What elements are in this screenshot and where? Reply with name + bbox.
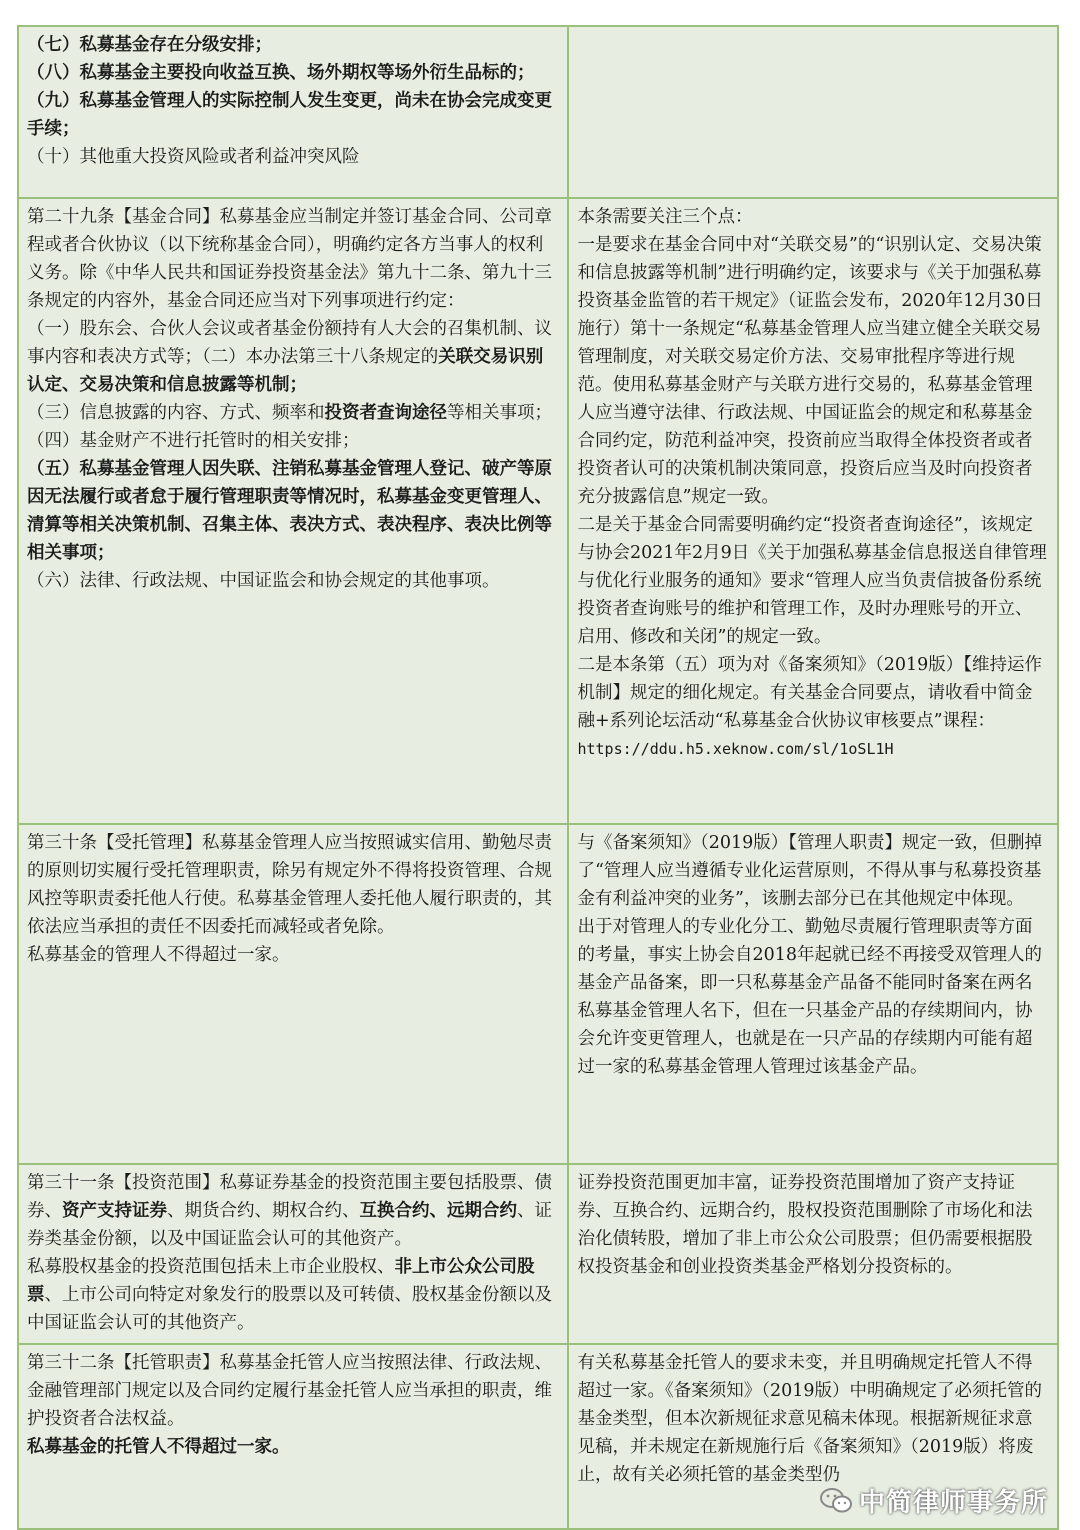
table-row bbox=[18, 198, 1058, 824]
paragraph bbox=[577, 231, 1049, 511]
paragraph bbox=[27, 1349, 559, 1433]
paragraph bbox=[27, 455, 559, 567]
text-segment: 一是要求在基金合同中对“关联交易”的“识别认定、交易决策和信息披露等机制”进行明确约定，该要求与《关于加强私募投资基金监管的若干规定》（证监会发布，2020年12月30日施行）第十一条规定“私募基金管理人应当建立健全关联交易管理制度，对关联交易定价方法、交易审批程序等进行规范。使用私募基金财产与关联方进行交易的，私募基金管理人应当遵守法律、行政法规、中国证监会的规定和私募基金合同约定，防范利益冲突，投资前应当取得全体投资者或者投资者认可的决策机制决策同意，投资后应当及时向投资者充分披露信息”规定一致。 bbox=[577, 235, 1043, 507]
paragraph bbox=[27, 829, 559, 941]
text-segment: 私募股权基金的投资范围包括未上市企业股权、 bbox=[27, 1257, 395, 1277]
watermark bbox=[819, 1482, 1048, 1519]
paragraph bbox=[27, 315, 559, 399]
right-cell bbox=[568, 26, 1058, 198]
paragraph bbox=[27, 59, 559, 87]
table-row bbox=[18, 26, 1058, 198]
paragraph bbox=[27, 1253, 559, 1337]
text-segment: 互换合约、远期合约 bbox=[359, 1201, 517, 1221]
text-segment: （七）私募基金存在分级安排； bbox=[27, 35, 272, 55]
paragraph bbox=[577, 651, 1049, 763]
wechat-icon bbox=[819, 1487, 853, 1515]
text-segment: 出于对管理人的专业化分工、勤勉尽责履行管理职责等方面的考量，事实上协会自2018年起就已经不再接受双管理人的基金产品备案，即一只私募基金产品备不能同时备案在两名私募基金管理人名下，但在一只基金产品的存续期间内，协会允许变更管理人，也就是在一只产品的存续期内可能有超过一家的私募基金管理人管理过该基金产品。 bbox=[577, 917, 1043, 1077]
text-segment: 、证券类基金份额，以及中国证监会认可的其他资产。 bbox=[27, 1201, 552, 1249]
text-segment: 与《备案须知》（2019版）【管理人职责】规定一致，但删掉了“管理人应当遵循专业化运营原则，不得从事与私募投资基金有利益冲突的业务”，该删去部分已在其他规定中体现。 bbox=[577, 833, 1043, 909]
paragraph bbox=[27, 567, 559, 595]
text-segment: 有关私募基金托管人的要求未变，并且明确规定托管人不得超过一家。《备案须知》（2019版）中明确规定了必须托管的基金类型，但本次新规征求意见稿未体现。根据新规征求意见稿，并未规定在新规施行后《备案须知》（2019版）将废止，故有关必须托管的基金类型仍 bbox=[577, 1353, 1043, 1485]
left-cell bbox=[18, 26, 568, 198]
text-segment: （三）信息披露的内容、方式、频率和 bbox=[27, 403, 325, 423]
text-segment: 投资者查询途径 bbox=[324, 403, 447, 423]
text-segment: 二是关于基金合同需要明确约定“投资者查询途径”，该规定与协会2021年2月9日《关于加强私募基金信息报送自律管理与优化行业服务的通知》要求“管理人应当负责信披备份系统投资者查询账号的维护和管理工作，及时办理账号的开立、启用、修改和关闭”的规定一致。 bbox=[577, 515, 1047, 647]
text-segment: （九）私募基金管理人的实际控制人发生变更，尚未在协会完成变更手续； bbox=[27, 91, 552, 139]
paragraph bbox=[27, 941, 559, 969]
text-segment: 关联交易识别认定、交易决策和信息披露等机制； bbox=[27, 347, 544, 395]
table-row bbox=[18, 824, 1058, 1164]
text-segment: 私募基金的托管人不得超过一家。 bbox=[27, 1437, 290, 1457]
text-segment: 二是本条第（五）项为对《备案须知》（2019版）【维持运作机制】规定的细化规定。有关基金合同要点，请收看中简金融+系列论坛活动“私募基金合伙协议审核要点”课程： bbox=[577, 655, 1043, 731]
paragraph bbox=[27, 1169, 559, 1253]
text-segment: 第三十一条【投资范围】私募证券基金的投资范围主要包括股票、债券、 bbox=[27, 1173, 552, 1221]
paragraph bbox=[27, 1433, 559, 1461]
left-cell bbox=[18, 1164, 568, 1344]
text-segment: （十）其他重大投资风险或者利益冲突风险 bbox=[27, 147, 360, 167]
text-segment: 、期货合约、期权合约、 bbox=[167, 1201, 360, 1221]
right-cell bbox=[568, 824, 1058, 1164]
document-page bbox=[17, 25, 1059, 1530]
text-segment: （一）股东会、合伙人会议或者基金份额持有人大会的召集机制、议事内容和表决方式等；（二）本办法第三十八条规定的 bbox=[27, 319, 552, 367]
paragraph bbox=[27, 87, 559, 143]
paragraph bbox=[27, 427, 559, 455]
paragraph bbox=[577, 1349, 1049, 1489]
text-segment: 证券投资范围更加丰富，证券投资范围增加了资产支持证券、互换合约、远期合约，股权投资范围删除了市场化和法治化债转股，增加了非上市公众公司股票；但仍需要根据股权投资基金和创业投资类基金严格划分投资标的。 bbox=[577, 1173, 1033, 1277]
text-segment: （六）法律、行政法规、中国证监会和协会规定的其他事项。 bbox=[27, 571, 500, 591]
table-row bbox=[18, 1164, 1058, 1344]
paragraph bbox=[577, 511, 1049, 651]
text-segment: （五）私募基金管理人因失联、注销私募基金管理人登记、破产等原因无法履行或者怠于履行管理职责等情况时，私募基金变更管理人、清算等相关决策机制、召集主体、表决方式、表决程序、表决比例等相关事项； bbox=[27, 459, 552, 563]
text-segment: 第三十二条【托管职责】私募基金托管人应当按照法律、行政法规、金融管理部门规定以及合同约定履行基金托管人应当承担的职责，维护投资者合法权益。 bbox=[27, 1353, 552, 1429]
course-link[interactable]: https://ddu.h5.xeknow.com/sl/1oSL1H bbox=[577, 740, 894, 758]
left-cell bbox=[18, 198, 568, 824]
comparison-table bbox=[17, 25, 1059, 1530]
left-cell bbox=[18, 824, 568, 1164]
left-cell bbox=[18, 1344, 568, 1529]
right-cell bbox=[568, 198, 1058, 824]
text-segment: 等相关事项； bbox=[447, 403, 552, 423]
paragraph bbox=[27, 203, 559, 315]
paragraph bbox=[577, 829, 1049, 913]
text-segment: 本条需要关注三个点： bbox=[577, 207, 753, 227]
text-segment: 非上市公众公司股票 bbox=[27, 1257, 535, 1305]
watermark-text: 中简律师事务所 bbox=[858, 1488, 1048, 1518]
text-segment: 第二十九条【基金合同】私募基金应当制定并签订基金合同、公司章程或者合伙协议（以下统称基金合同），明确约定各方当事人的权利义务。除《中华人民共和国证券投资基金法》第九十二条、第九十三条规定的内容外，基金合同还应当对下列事项进行约定： bbox=[27, 207, 552, 311]
text-segment: （四）基金财产不进行托管时的相关安排； bbox=[27, 431, 360, 451]
paragraph bbox=[577, 1169, 1049, 1281]
text-segment: （八）私募基金主要投向收益互换、场外期权等场外衍生品标的； bbox=[27, 63, 535, 83]
paragraph bbox=[577, 913, 1049, 1081]
paragraph bbox=[27, 399, 559, 427]
paragraph bbox=[27, 31, 559, 59]
text-segment: 资产支持证券 bbox=[62, 1201, 167, 1221]
right-cell bbox=[568, 1164, 1058, 1344]
text-segment: 第三十条【受托管理】私募基金管理人应当按照诚实信用、勤勉尽责的原则切实履行受托管理职责，除另有规定外不得将投资管理、合规风控等职责委托他人行使。私募基金管理人委托他人履行职责的，其依法应当承担的责任不因委托而减轻或者免除。 bbox=[27, 833, 552, 937]
text-segment: 私募基金的管理人不得超过一家。 bbox=[27, 945, 290, 965]
paragraph bbox=[27, 143, 559, 171]
comparison-table-body bbox=[18, 26, 1058, 1529]
text-segment: 、上市公司向特定对象发行的股票以及可转债、股权基金份额以及中国证监会认可的其他资产。 bbox=[27, 1285, 552, 1333]
paragraph bbox=[577, 203, 1049, 231]
